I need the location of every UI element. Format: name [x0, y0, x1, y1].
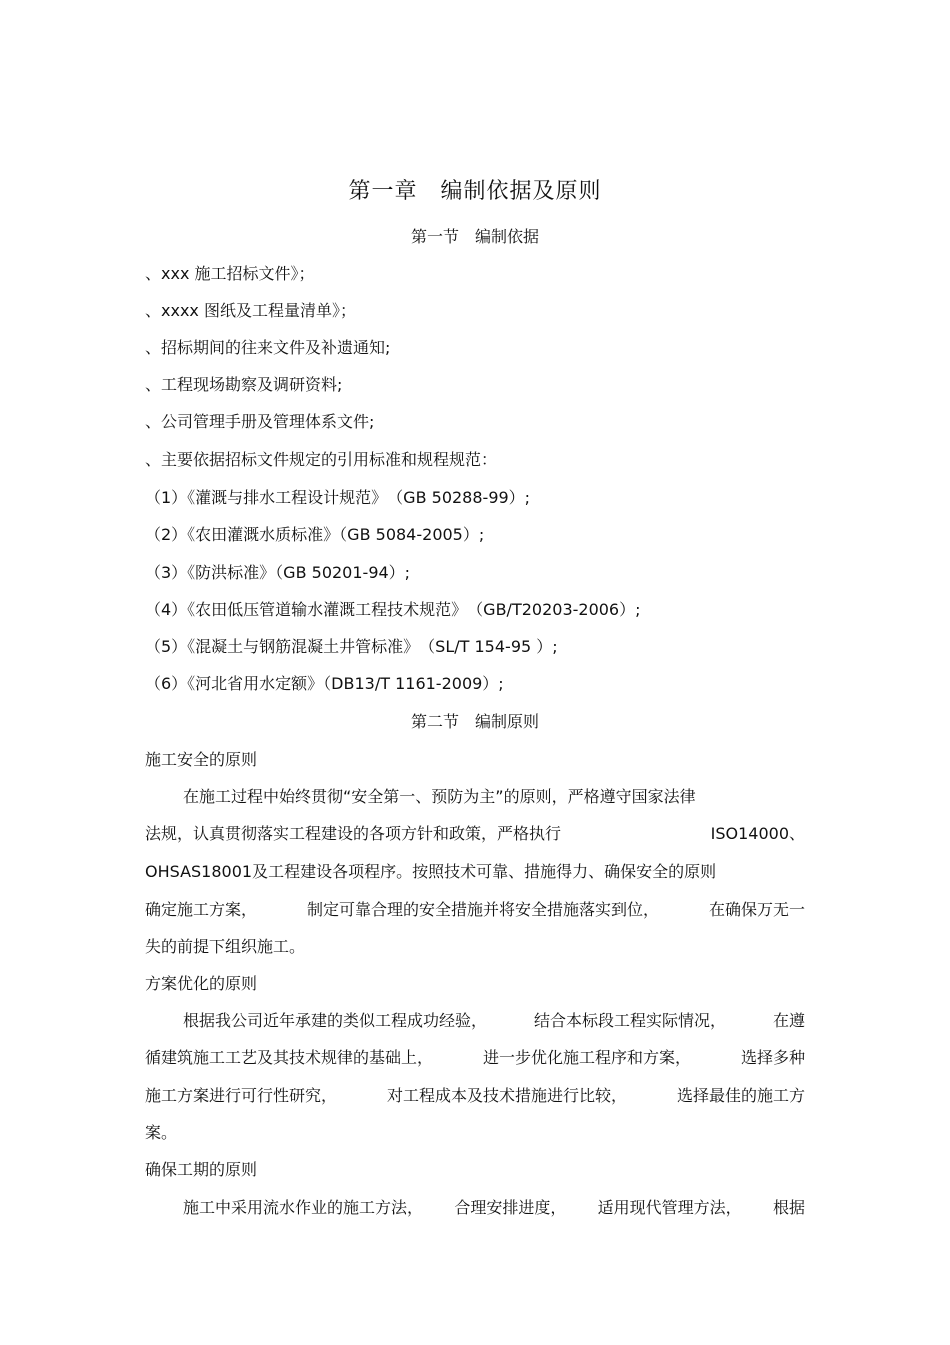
basis-item: 、xxxx 图纸及工程量清单》；: [145, 301, 356, 320]
standard-item: （1）《灌溉与排水工程设计规范》 （GB 50288-99）;: [145, 488, 531, 507]
text-run: 进一步优化施工程序和方案，: [482, 1048, 691, 1067]
standard-item: （6）《河北省用水定额》（DB13/T 1161-2009）;: [145, 674, 504, 693]
basis-item: 、公司管理手册及管理体系文件;: [145, 412, 375, 431]
text-run: 合理安排进度，: [454, 1198, 567, 1217]
paragraph-line: [145, 936, 305, 958]
paragraph-line: [145, 861, 716, 883]
text-run: 适用现代管理方法，: [597, 1198, 742, 1217]
standard-item: （5）《混凝土与钢筋混凝土井管标准》 （SL/T 154-95 ）;: [145, 637, 558, 656]
text-run: ISO14000、: [710, 824, 805, 843]
text-run: 结合本标段工程实际情况，: [533, 1011, 726, 1030]
text-run: 对工程成本及技术措施进行比较，: [386, 1086, 627, 1105]
basis-item: 、招标期间的往来文件及补遗通知;: [145, 338, 391, 357]
text-run: 确定施工方案，: [145, 900, 258, 919]
text-run: 制定可靠合理的安全措施并将安全措施落实到位，: [306, 900, 659, 919]
paragraph-line: [145, 1085, 805, 1107]
paragraph-line: [145, 1047, 805, 1069]
standard-item: （3）《防洪标准》（GB 50201-94）;: [145, 563, 411, 582]
paragraph-line: [145, 899, 805, 921]
text-run: 循建筑施工工艺及其技术规律的基础上，: [145, 1048, 434, 1067]
text-run: 法规，认真贯彻落实工程建设的各项方针和政策，严格执行: [145, 824, 562, 843]
text-run: 根据我公司近年承建的类似工程成功经验，: [183, 1011, 488, 1030]
basis-item: 、工程现场勘察及调研资料;: [145, 375, 343, 394]
text-run: 失的前提下组织施工。: [145, 937, 306, 956]
chapter-title: 第一章 编制依据及原则: [348, 179, 602, 204]
text-run: 案。: [145, 1123, 178, 1142]
text-run: OHSAS18001及工程建设各项程序。按照技术可靠、措施得力、确保安全的原则: [145, 862, 717, 881]
text-run: 根据: [772, 1198, 805, 1217]
text-run: 施工方案进行可行性研究，: [145, 1086, 338, 1105]
principle-heading-safety: 施工安全的原则: [145, 750, 258, 769]
basis-item: 、主要依据招标文件规定的引用标准和规程规范：: [145, 450, 498, 469]
paragraph-line: [183, 1010, 805, 1032]
principle-heading-optimization: 方案优化的原则: [145, 974, 258, 993]
text-run: 在遵: [772, 1011, 805, 1030]
section-2-title: 第二节 编制原则: [410, 712, 539, 731]
paragraph-line: [183, 1197, 805, 1219]
text-run: 在施工过程中始终贯彻“安全第一、预防为主”的原则，严格遵守国家法律: [183, 787, 696, 806]
principle-heading-schedule: 确保工期的原则: [145, 1160, 258, 1179]
text-run: 在确保万无一: [708, 900, 805, 919]
standard-item: （4）《农田低压管道输水灌溉工程技术规范》 （GB/T20203-2006）;: [145, 600, 641, 619]
text-run: 施工中采用流水作业的施工方法，: [183, 1198, 424, 1217]
standard-item: （2）《农田灌溉水质标准》（GB 5084-2005）;: [145, 525, 485, 544]
section-1-title: 第一节 编制依据: [410, 227, 539, 246]
text-run: 选择多种: [740, 1048, 805, 1067]
basis-item: 、xxx 施工招标文件》；: [145, 264, 315, 283]
paragraph-line: [145, 1122, 177, 1144]
paragraph-line: [145, 823, 805, 845]
paragraph-line: [183, 786, 696, 808]
text-run: 选择最佳的施工方: [676, 1086, 805, 1105]
